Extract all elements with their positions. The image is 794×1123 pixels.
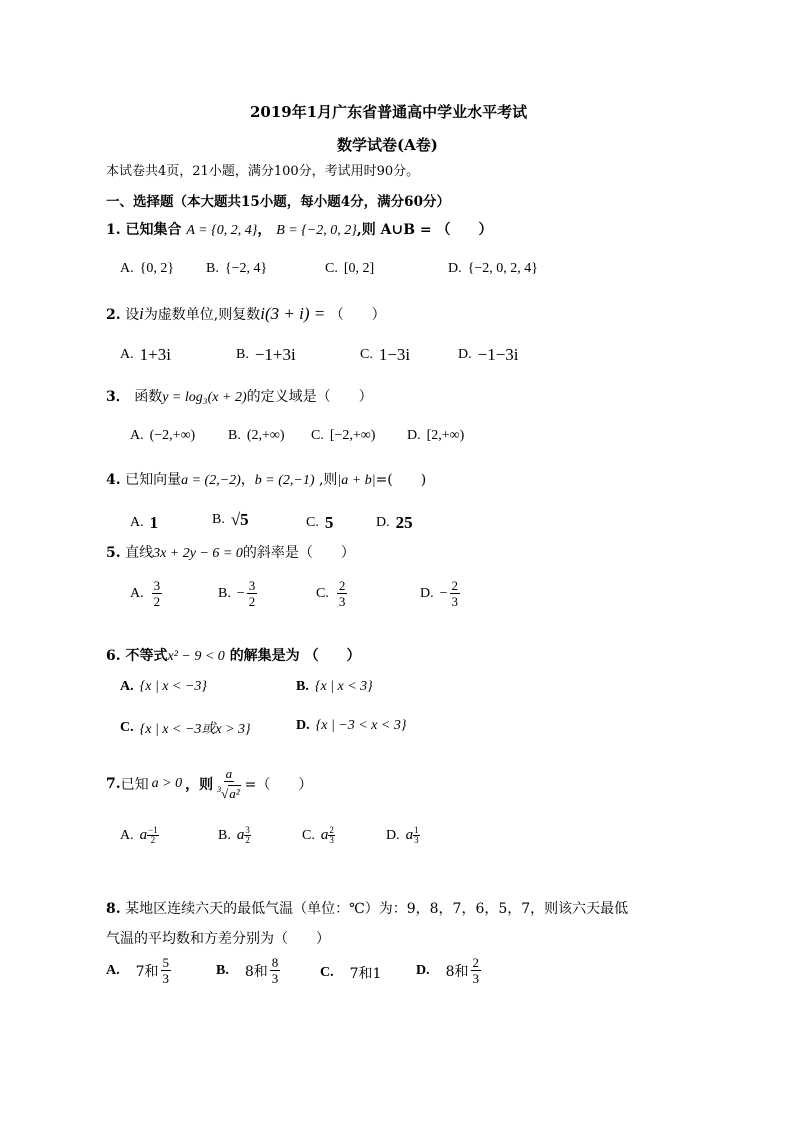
- answer-paren: （ ）: [436, 222, 493, 238]
- question-number: 6.: [106, 648, 121, 664]
- option-d: D. −1−3i: [458, 345, 519, 364]
- option-a: A. 1+3i: [120, 345, 171, 364]
- question-4: [106, 469, 426, 489]
- set-a: A = {0, 2, 4}: [186, 223, 258, 238]
- set-b: B = {−2, 0, 2}: [276, 223, 357, 238]
- page-subtitle: 数学试卷(A卷): [337, 136, 438, 154]
- question-1: [106, 219, 493, 239]
- question-prompt: 已知集合: [125, 222, 182, 238]
- option-a: A. a −1 2: [120, 825, 158, 845]
- option-a: A. $\frac{3}{2}$: [130, 578, 161, 609]
- separator: ，: [240, 472, 255, 488]
- option-d: D. [2,+∞): [407, 428, 465, 443]
- question-number: 8.: [106, 901, 121, 917]
- option-c: C. [−2,+∞): [311, 428, 376, 443]
- question-number: 1.: [106, 222, 121, 238]
- question-prompt: 已知向量: [125, 472, 182, 488]
- separator: ，: [257, 222, 272, 238]
- option-c: C. 7和1: [320, 965, 382, 982]
- vector-magnitude: |a + b|: [337, 473, 376, 488]
- question-prompt: 已知: [120, 776, 149, 793]
- answer-paren: =( ): [375, 472, 427, 488]
- question-prompt-2: 的定义域是（ ）: [246, 389, 373, 405]
- option-b: B. √5: [212, 510, 249, 529]
- inequality: x² − 9 < 0: [167, 649, 225, 664]
- question-2: [106, 304, 386, 324]
- function-expression: y = log₃(x + 2): [162, 390, 247, 405]
- question-ask: ，则: [185, 776, 214, 793]
- option-d: D. 8和 $\frac{2}{3}$: [416, 955, 480, 986]
- option-b: B. (2,+∞): [228, 428, 285, 443]
- option-b: B. −1+3i: [236, 345, 296, 364]
- question-prompt-2: 的斜率是（ ）: [242, 545, 355, 561]
- option-a: A. 1: [130, 513, 159, 532]
- answer-paren: （ ）: [329, 307, 386, 323]
- vector-b: b = (2,−1): [254, 473, 315, 488]
- option-b: B. a 3 2: [218, 825, 250, 845]
- question-5: [106, 542, 355, 562]
- question-number: 4.: [106, 472, 121, 488]
- condition: a > 0: [151, 775, 183, 791]
- option-d: D. {−2, 0, 2, 4}: [448, 261, 538, 276]
- option-b: B. {x | x < 3}: [296, 679, 373, 694]
- option-c: C. {x | x < −3或x > 3}: [120, 720, 251, 737]
- complex-expression: i(3 + i) =: [260, 304, 326, 323]
- option-b: B. {−2, 4}: [206, 261, 268, 276]
- option-c: C. 1−3i: [360, 345, 411, 364]
- option-a: A. 7和 $\frac{5}{3}$: [106, 955, 170, 986]
- exam-intro: 本试卷共4页，21小题，满分100分，考试用时90分。: [106, 164, 420, 179]
- option-a: A. {0, 2}: [120, 261, 175, 276]
- page-title: 2019年1月广东省普通高中学业水平考试: [250, 103, 528, 121]
- question-prompt: 函数: [134, 389, 163, 405]
- question-number: 5.: [106, 545, 121, 561]
- option-b: B. − $\frac{3}{2}$: [218, 578, 256, 609]
- radical-fraction: $\frac{a}{^3√a^2}$: [217, 766, 240, 801]
- option-d: D. a 1 3: [386, 825, 419, 845]
- line-equation: 3x + 2y − 6 = 0: [153, 546, 243, 561]
- question-8: [106, 898, 628, 918]
- question-ask: ,则: [318, 472, 338, 488]
- question-ask: ,则 A∪B =: [356, 222, 432, 238]
- option-c: C. $\frac{2}{3}$: [316, 578, 346, 609]
- question-prompt: 设: [125, 307, 140, 323]
- answer-paren: =（ ）: [244, 776, 313, 793]
- question-3: [106, 386, 373, 406]
- option-d: D. 25: [376, 513, 413, 532]
- option-a: A. (−2,+∞): [130, 428, 196, 443]
- option-c: C. a 2 3: [302, 825, 334, 845]
- question-number: 3．: [106, 389, 130, 405]
- option-a: A. {x | x < −3}: [120, 679, 207, 694]
- question-number: 7.: [106, 775, 121, 792]
- question-8-line-2: 气温的平均数和方差分别为（ ）: [106, 931, 330, 947]
- question-prompt-2: 的解集是为: [229, 648, 300, 664]
- question-6: [106, 645, 361, 665]
- answer-paren: （ ）: [304, 648, 361, 664]
- option-d: D. {x | −3 < x < 3}: [296, 718, 407, 733]
- question-number: 2.: [106, 307, 121, 323]
- option-c: C. [0, 2]: [325, 261, 375, 276]
- section-heading: 一、选择题（本大题共15小题，每小题4分，满分60分）: [106, 194, 450, 210]
- question-prompt-2: 为虚数单位,则复数: [143, 307, 261, 323]
- imaginary-unit: i: [139, 304, 144, 323]
- option-d: D. − $\frac{2}{3}$: [420, 578, 459, 609]
- question-prompt: 直线: [125, 545, 154, 561]
- vector-a: a = (2,−2): [181, 473, 241, 488]
- option-c: C. 5: [306, 513, 334, 532]
- question-7: [106, 766, 312, 801]
- question-line-1: 某地区连续六天的最低气温（单位：℃）为：9，8，7，6，5，7，则该六天最低: [125, 901, 629, 917]
- question-prompt: 不等式: [125, 648, 168, 664]
- option-b: B. 8和 $\frac{8}{3}$: [216, 955, 279, 986]
